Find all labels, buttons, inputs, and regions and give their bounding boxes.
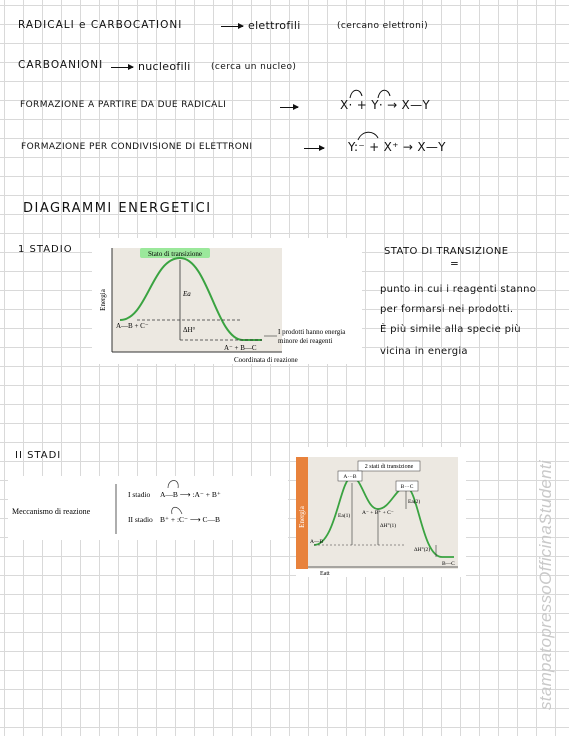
mechanism-title: Meccanismo di reazione [12, 507, 91, 516]
stage1-equation: A—B ⟶ :A⁻ + B⁺ [160, 490, 221, 499]
equals-sign: = [450, 258, 460, 270]
reactants-label: A—B + C⁻ [116, 322, 149, 330]
dh1-label: ΔH°(1) [380, 523, 397, 529]
products-label: B—C [442, 561, 455, 567]
transition-title: STATO DI TRANSIZIONE [384, 246, 509, 257]
mechanism-box [8, 476, 288, 540]
curved-arrow-icon [352, 128, 392, 142]
watermark: stampatopressoOfficinaStudenti [536, 460, 555, 710]
products-label: A⁻ + B—C [224, 344, 257, 352]
arrow-icon [280, 107, 298, 108]
eatt-label: Eatt [320, 571, 330, 577]
arrow-icon [111, 67, 133, 68]
annotation-line-1: I prodotti hanno energia [278, 328, 346, 336]
curved-arrows-icon [344, 86, 404, 100]
stage1-label: I stadio [128, 490, 151, 499]
line4-reaction: Y:⁻ + X⁺ → X—Y [348, 140, 446, 154]
ea-label: Ea [183, 290, 191, 298]
stage2-equation: B⁺ + :C⁻ ⟶ C—B [160, 515, 220, 524]
note-line-1 [18, 19, 182, 31]
annotation-line-2: minore dei reagenti [278, 337, 333, 345]
ts2-label: B···C [400, 484, 414, 490]
definition-line-4: vicina in energia [380, 346, 468, 357]
line4-label: FORMAZIONE PER CONDIVISIONE DI ELETTRONI [21, 142, 253, 152]
line3-reaction: X· + Y· → X—Y [340, 98, 430, 112]
energy-diagram-one-stage [92, 238, 362, 364]
definition-line-1: punto in cui i reagenti stanno [380, 284, 537, 295]
arrow-icon [221, 26, 243, 27]
x-axis-label: Coordinata di reazione [234, 356, 298, 364]
line1-note: (cercano elettroni) [337, 21, 428, 31]
line2-result: nucleofili [138, 60, 191, 73]
line3-label: FORMAZIONE A PARTIRE DA DUE RADICALI [20, 100, 227, 110]
ea2-label: Ea(2) [408, 499, 421, 505]
dh2-label: ΔH°(2) [414, 547, 431, 553]
plot-panel [112, 248, 282, 352]
definition-line-3: È più simile alla specie più [380, 324, 521, 335]
intermediate-label: A⁻ + B⁺ + C⁻ [362, 510, 394, 516]
two-stage-heading: II STADI [15, 450, 62, 461]
ts-label: Stato di transizione [147, 250, 203, 258]
ea1-label: Ea(1) [338, 513, 351, 519]
energy-diagram-two-stages [296, 447, 466, 577]
line2-note: (cerca un nucleo) [211, 62, 297, 72]
line1-term: RADICALI e CARBOCATIONI [18, 19, 183, 31]
stage2-label: II stadio [128, 515, 153, 524]
line1-result: elettrofili [248, 19, 301, 32]
arrow-icon [304, 148, 324, 149]
y-axis-label: Energia [298, 506, 306, 528]
reactants-label: A—B [310, 539, 324, 545]
line2-term: CARBOANIONI [18, 59, 104, 71]
one-stage-heading: 1 STADIO [18, 244, 73, 255]
dh-label: ΔH° [183, 326, 196, 334]
legend: 2 stati di transizione [364, 464, 414, 470]
y-axis-label: Energia [99, 289, 107, 311]
definition-line-2: per formarsi nei prodotti. [380, 304, 514, 315]
section-title: DIAGRAMMI ENERGETICI [23, 201, 212, 216]
ts1-label: A···B [343, 474, 357, 480]
